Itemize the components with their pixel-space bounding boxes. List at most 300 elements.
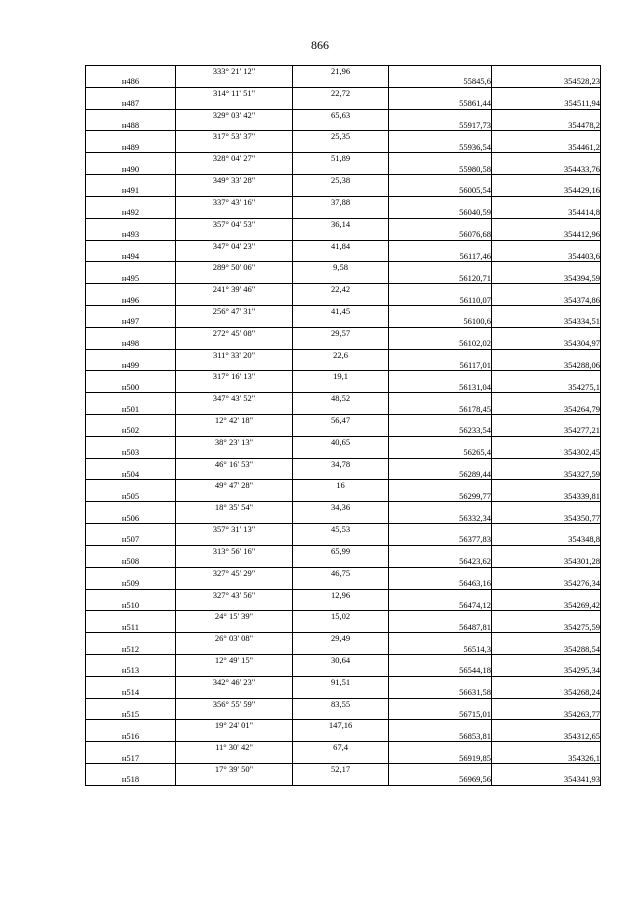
x-coordinate-cell: 56463,16 [389, 578, 492, 589]
empty-cell [492, 66, 601, 77]
empty-cell [492, 175, 601, 186]
x-coordinate-cell: 56117,46 [389, 251, 492, 262]
empty-cell [492, 131, 601, 142]
measure-row [86, 153, 601, 164]
point-name-cell: н511 [86, 622, 176, 633]
empty-cell [492, 611, 601, 622]
bearing-cell: 24° 15' 39" [176, 611, 293, 622]
empty-cell [293, 753, 389, 764]
empty-cell [389, 109, 492, 120]
empty-cell [389, 327, 492, 338]
empty-cell [176, 774, 293, 785]
empty-cell [86, 240, 176, 251]
x-coordinate-cell: 56131,04 [389, 382, 492, 393]
empty-cell [86, 305, 176, 316]
coordinates-table-body [86, 66, 601, 786]
point-name-cell: н496 [86, 295, 176, 306]
empty-cell [389, 676, 492, 687]
bearing-cell: 347° 04' 23" [176, 240, 293, 251]
point-name-cell: н510 [86, 600, 176, 611]
measure-row [86, 654, 601, 665]
empty-cell [86, 349, 176, 360]
distance-cell: 48,52 [293, 393, 389, 404]
empty-cell [293, 98, 389, 109]
empty-cell [293, 491, 389, 502]
empty-cell [389, 371, 492, 382]
distance-cell: 67,4 [293, 742, 389, 753]
empty-cell [176, 709, 293, 720]
empty-cell [86, 153, 176, 164]
point-row [86, 556, 601, 567]
bearing-cell: 17° 39' 50" [176, 764, 293, 775]
y-coordinate-cell: 354301,28 [492, 556, 601, 567]
point-row [86, 273, 601, 284]
point-name-cell: н486 [86, 76, 176, 87]
distance-cell: 46,75 [293, 567, 389, 578]
measure-row [86, 196, 601, 207]
bearing-cell: 327° 43' 56" [176, 589, 293, 600]
empty-cell [176, 120, 293, 131]
empty-cell [389, 742, 492, 753]
empty-cell [389, 393, 492, 404]
empty-cell [492, 458, 601, 469]
x-coordinate-cell: 56377,83 [389, 534, 492, 545]
empty-cell [492, 589, 601, 600]
y-coordinate-cell: 354478,2 [492, 120, 601, 131]
point-name-cell: н514 [86, 687, 176, 698]
point-row [86, 295, 601, 306]
bearing-cell: 18° 35' 54" [176, 502, 293, 513]
point-row [86, 534, 601, 545]
empty-cell [86, 742, 176, 753]
point-row [86, 120, 601, 131]
point-row [86, 622, 601, 633]
x-coordinate-cell: 56110,07 [389, 295, 492, 306]
distance-cell: 9,58 [293, 262, 389, 273]
empty-cell [492, 262, 601, 273]
distance-cell: 22,6 [293, 349, 389, 360]
bearing-cell: 329° 03' 42" [176, 109, 293, 120]
x-coordinate-cell: 56423,62 [389, 556, 492, 567]
empty-cell [492, 305, 601, 316]
y-coordinate-cell: 354302,45 [492, 447, 601, 458]
distance-cell: 16 [293, 480, 389, 491]
empty-cell [293, 774, 389, 785]
measure-row [86, 698, 601, 709]
x-coordinate-cell: 56544,18 [389, 665, 492, 676]
distance-cell: 51,89 [293, 153, 389, 164]
empty-cell [293, 469, 389, 480]
measure-row [86, 436, 601, 447]
measure-row [86, 415, 601, 426]
x-coordinate-cell: 56299,77 [389, 491, 492, 502]
point-row [86, 774, 601, 785]
empty-cell [176, 98, 293, 109]
point-name-cell: н489 [86, 142, 176, 153]
empty-cell [293, 316, 389, 327]
bearing-cell: 256° 47' 31" [176, 305, 293, 316]
point-name-cell: н490 [86, 164, 176, 175]
x-coordinate-cell: 56120,71 [389, 273, 492, 284]
x-coordinate-cell: 56332,34 [389, 513, 492, 524]
x-coordinate-cell: 56514,3 [389, 644, 492, 655]
point-row [86, 491, 601, 502]
empty-cell [86, 175, 176, 186]
point-name-cell: н516 [86, 731, 176, 742]
bearing-cell: 241° 39' 46" [176, 284, 293, 295]
empty-cell [86, 698, 176, 709]
bearing-cell: 12° 42' 18" [176, 415, 293, 426]
empty-cell [293, 360, 389, 371]
distance-cell: 25,38 [293, 175, 389, 186]
point-name-cell: н507 [86, 534, 176, 545]
measure-row [86, 66, 601, 77]
bearing-cell: 347° 43' 52" [176, 393, 293, 404]
empty-cell [492, 349, 601, 360]
empty-cell [293, 185, 389, 196]
point-name-cell: н491 [86, 185, 176, 196]
y-coordinate-cell: 354276,34 [492, 578, 601, 589]
bearing-cell: 356° 55' 59" [176, 698, 293, 709]
empty-cell [293, 142, 389, 153]
empty-cell [492, 720, 601, 731]
measure-row [86, 284, 601, 295]
bearing-cell: 333° 21' 12" [176, 66, 293, 77]
x-coordinate-cell: 56853,81 [389, 731, 492, 742]
y-coordinate-cell: 354348,8 [492, 534, 601, 545]
empty-cell [389, 589, 492, 600]
bearing-cell: 342° 46' 23" [176, 676, 293, 687]
point-name-cell: н488 [86, 120, 176, 131]
point-name-cell: н500 [86, 382, 176, 393]
empty-cell [86, 589, 176, 600]
bearing-cell: 49° 47' 28" [176, 480, 293, 491]
empty-cell [86, 327, 176, 338]
distance-cell: 19,1 [293, 371, 389, 382]
empty-cell [293, 382, 389, 393]
distance-cell: 29,57 [293, 327, 389, 338]
empty-cell [293, 556, 389, 567]
y-coordinate-cell: 354334,51 [492, 316, 601, 327]
point-row [86, 600, 601, 611]
measure-row [86, 545, 601, 556]
x-coordinate-cell: 55861,44 [389, 98, 492, 109]
empty-cell [293, 687, 389, 698]
empty-cell [86, 436, 176, 447]
point-name-cell: н502 [86, 425, 176, 436]
empty-cell [176, 731, 293, 742]
empty-cell [492, 327, 601, 338]
bearing-cell: 313° 56' 16" [176, 545, 293, 556]
empty-cell [492, 633, 601, 644]
y-coordinate-cell: 354327,59 [492, 469, 601, 480]
empty-cell [389, 567, 492, 578]
bearing-cell: 19° 24' 01" [176, 720, 293, 731]
point-row [86, 447, 601, 458]
point-row [86, 338, 601, 349]
point-name-cell: н509 [86, 578, 176, 589]
empty-cell [86, 87, 176, 98]
empty-cell [176, 644, 293, 655]
bearing-cell: 317° 16' 13" [176, 371, 293, 382]
measure-row [86, 567, 601, 578]
x-coordinate-cell: 56076,68 [389, 229, 492, 240]
point-row [86, 76, 601, 87]
point-row [86, 164, 601, 175]
measure-row [86, 262, 601, 273]
empty-cell [293, 644, 389, 655]
empty-cell [176, 273, 293, 284]
y-coordinate-cell: 354268,24 [492, 687, 601, 698]
empty-cell [492, 87, 601, 98]
empty-cell [492, 502, 601, 513]
point-name-cell: н504 [86, 469, 176, 480]
measure-row [86, 611, 601, 622]
x-coordinate-cell: 56005,54 [389, 185, 492, 196]
empty-cell [86, 524, 176, 535]
empty-cell [293, 447, 389, 458]
x-coordinate-cell: 55917,73 [389, 120, 492, 131]
empty-cell [389, 175, 492, 186]
empty-cell [389, 218, 492, 229]
empty-cell [176, 76, 293, 87]
empty-cell [176, 425, 293, 436]
measure-row [86, 764, 601, 775]
distance-cell: 15,02 [293, 611, 389, 622]
distance-cell: 34,78 [293, 458, 389, 469]
point-name-cell: н505 [86, 491, 176, 502]
distance-cell: 41,84 [293, 240, 389, 251]
point-row [86, 513, 601, 524]
empty-cell [492, 393, 601, 404]
measure-row [86, 240, 601, 251]
point-row [86, 709, 601, 720]
empty-cell [293, 164, 389, 175]
y-coordinate-cell: 354263,77 [492, 709, 601, 720]
empty-cell [86, 545, 176, 556]
empty-cell [389, 240, 492, 251]
empty-cell [492, 218, 601, 229]
empty-cell [293, 425, 389, 436]
measure-row [86, 524, 601, 535]
empty-cell [176, 513, 293, 524]
empty-cell [86, 480, 176, 491]
empty-cell [293, 513, 389, 524]
point-name-cell: н492 [86, 207, 176, 218]
distance-cell: 41,45 [293, 305, 389, 316]
bearing-cell: 311° 33' 20" [176, 349, 293, 360]
point-row [86, 753, 601, 764]
empty-cell [86, 415, 176, 426]
measure-row [86, 175, 601, 186]
empty-cell [176, 665, 293, 676]
distance-cell: 91,51 [293, 676, 389, 687]
empty-cell [293, 665, 389, 676]
point-name-cell: н494 [86, 251, 176, 262]
point-row [86, 142, 601, 153]
empty-cell [176, 578, 293, 589]
empty-cell [176, 687, 293, 698]
empty-cell [86, 109, 176, 120]
y-coordinate-cell: 354403,6 [492, 251, 601, 262]
empty-cell [86, 567, 176, 578]
empty-cell [176, 185, 293, 196]
empty-cell [389, 305, 492, 316]
bearing-cell: 357° 04' 53" [176, 218, 293, 229]
point-name-cell: н503 [86, 447, 176, 458]
empty-cell [492, 567, 601, 578]
measure-row [86, 393, 601, 404]
y-coordinate-cell: 354339,81 [492, 491, 601, 502]
measure-row [86, 480, 601, 491]
empty-cell [293, 251, 389, 262]
distance-cell: 65,99 [293, 545, 389, 556]
empty-cell [389, 480, 492, 491]
x-coordinate-cell: 56265,4 [389, 447, 492, 458]
empty-cell [389, 545, 492, 556]
x-coordinate-cell: 56715,01 [389, 709, 492, 720]
empty-cell [389, 153, 492, 164]
empty-cell [293, 709, 389, 720]
distance-cell: 52,17 [293, 764, 389, 775]
y-coordinate-cell: 354461,2 [492, 142, 601, 153]
empty-cell [176, 142, 293, 153]
x-coordinate-cell: 56233,54 [389, 425, 492, 436]
point-row [86, 644, 601, 655]
empty-cell [492, 240, 601, 251]
measure-row [86, 371, 601, 382]
empty-cell [176, 469, 293, 480]
empty-cell [389, 654, 492, 665]
x-coordinate-cell: 56102,02 [389, 338, 492, 349]
empty-cell [176, 753, 293, 764]
empty-cell [389, 87, 492, 98]
point-name-cell: н495 [86, 273, 176, 284]
empty-cell [293, 76, 389, 87]
y-coordinate-cell: 354275,59 [492, 622, 601, 633]
empty-cell [293, 731, 389, 742]
empty-cell [492, 545, 601, 556]
empty-cell [176, 556, 293, 567]
point-name-cell: н501 [86, 404, 176, 415]
empty-cell [492, 480, 601, 491]
bearing-cell: 12° 49' 15" [176, 654, 293, 665]
empty-cell [86, 676, 176, 687]
y-coordinate-cell: 354312,65 [492, 731, 601, 742]
bearing-cell: 46° 16' 53" [176, 458, 293, 469]
x-coordinate-cell: 55845,6 [389, 76, 492, 87]
measure-row [86, 633, 601, 644]
empty-cell [293, 229, 389, 240]
point-row [86, 578, 601, 589]
x-coordinate-cell: 56289,44 [389, 469, 492, 480]
y-coordinate-cell: 354277,21 [492, 425, 601, 436]
empty-cell [176, 338, 293, 349]
y-coordinate-cell: 354341,93 [492, 774, 601, 785]
empty-cell [86, 502, 176, 513]
distance-cell: 29,49 [293, 633, 389, 644]
distance-cell: 34,36 [293, 502, 389, 513]
empty-cell [492, 698, 601, 709]
y-coordinate-cell: 354269,42 [492, 600, 601, 611]
point-row [86, 665, 601, 676]
bearing-cell: 328° 04' 27" [176, 153, 293, 164]
measure-row [86, 109, 601, 120]
distance-cell: 147,16 [293, 720, 389, 731]
empty-cell [176, 622, 293, 633]
empty-cell [86, 262, 176, 273]
x-coordinate-cell: 56487,81 [389, 622, 492, 633]
empty-cell [492, 196, 601, 207]
point-row [86, 316, 601, 327]
point-name-cell: н506 [86, 513, 176, 524]
empty-cell [176, 447, 293, 458]
y-coordinate-cell: 354429,16 [492, 185, 601, 196]
empty-cell [389, 458, 492, 469]
x-coordinate-cell: 56117,01 [389, 360, 492, 371]
empty-cell [176, 229, 293, 240]
point-row [86, 687, 601, 698]
x-coordinate-cell: 56919,85 [389, 753, 492, 764]
bearing-cell: 349° 33' 28" [176, 175, 293, 186]
empty-cell [492, 676, 601, 687]
empty-cell [86, 611, 176, 622]
empty-cell [293, 295, 389, 306]
point-row [86, 251, 601, 262]
empty-cell [86, 131, 176, 142]
empty-cell [389, 524, 492, 535]
bearing-cell: 272° 45' 08" [176, 327, 293, 338]
measure-row [86, 589, 601, 600]
point-row [86, 207, 601, 218]
x-coordinate-cell: 56178,45 [389, 404, 492, 415]
bearing-cell: 337° 43' 16" [176, 196, 293, 207]
measure-row [86, 87, 601, 98]
empty-cell [492, 371, 601, 382]
empty-cell [176, 207, 293, 218]
point-name-cell: н497 [86, 316, 176, 327]
empty-cell [86, 218, 176, 229]
empty-cell [389, 131, 492, 142]
empty-cell [492, 654, 601, 665]
point-row [86, 229, 601, 240]
empty-cell [492, 524, 601, 535]
empty-cell [176, 382, 293, 393]
y-coordinate-cell: 354288,54 [492, 644, 601, 655]
measure-row [86, 502, 601, 513]
empty-cell [293, 578, 389, 589]
empty-cell [389, 611, 492, 622]
x-coordinate-cell: 56474,12 [389, 600, 492, 611]
point-row [86, 185, 601, 196]
empty-cell [86, 284, 176, 295]
point-name-cell: н499 [86, 360, 176, 371]
y-coordinate-cell: 354275,1 [492, 382, 601, 393]
empty-cell [492, 415, 601, 426]
y-coordinate-cell: 354350,77 [492, 513, 601, 524]
measure-row [86, 305, 601, 316]
empty-cell [293, 534, 389, 545]
empty-cell [86, 633, 176, 644]
empty-cell [86, 196, 176, 207]
bearing-cell: 26° 03' 08" [176, 633, 293, 644]
measure-row [86, 218, 601, 229]
empty-cell [389, 633, 492, 644]
empty-cell [389, 764, 492, 775]
empty-cell [492, 153, 601, 164]
measure-row [86, 327, 601, 338]
empty-cell [86, 458, 176, 469]
